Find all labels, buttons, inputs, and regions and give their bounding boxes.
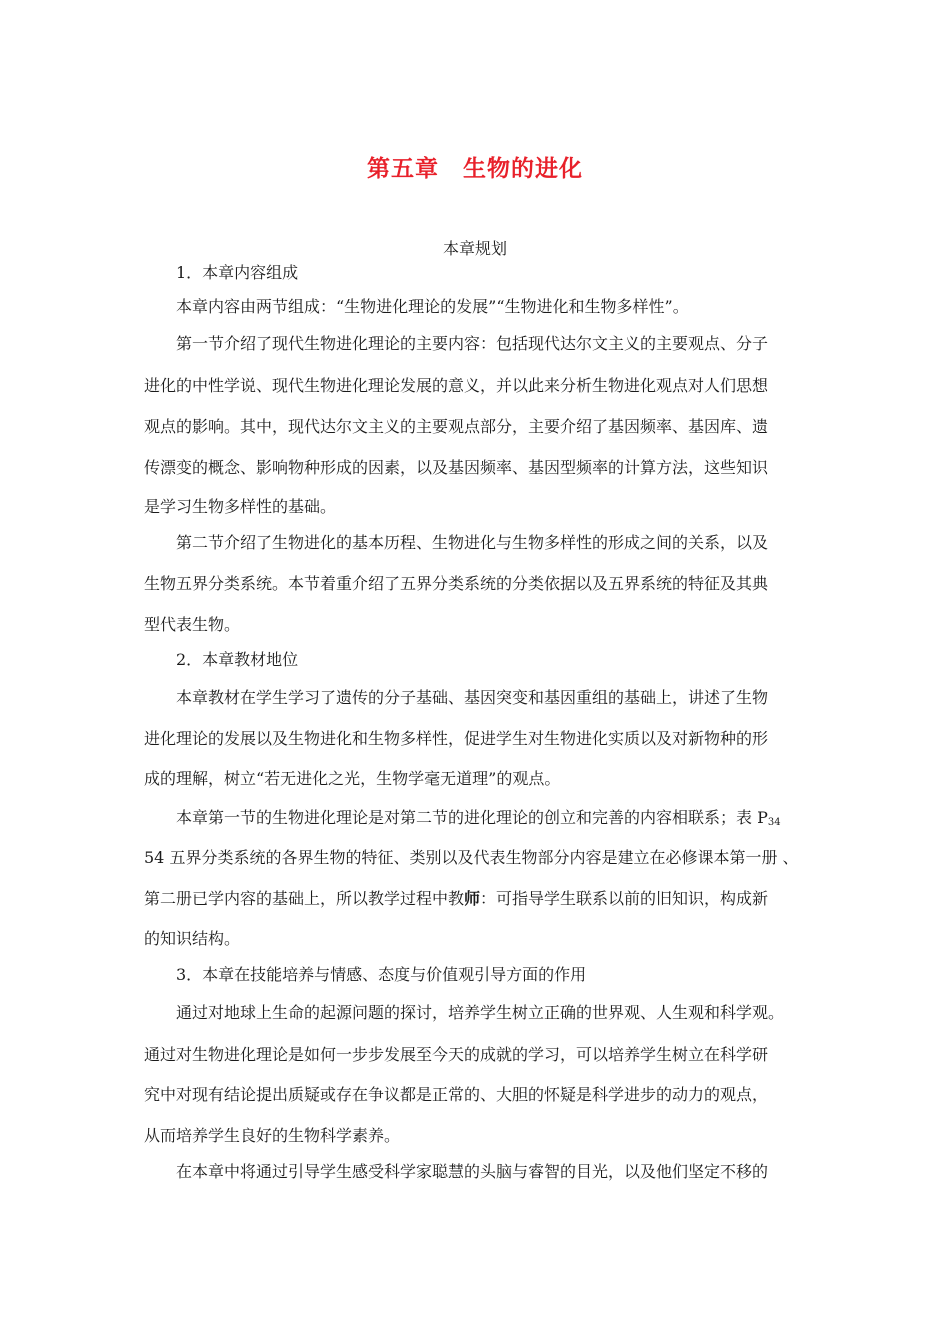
paragraph-1: 本章内容由两节组成：“生物进化理论的发展”“生物进化和生物多样性”。: [176, 297, 689, 316]
paragraph-5-line-3: [144, 889, 768, 909]
section-subtitle: 本章规划: [442, 239, 507, 258]
paragraph-4-line-1: 本章教材在学生学习了遗传的分子基础、基因突变和基因重组的基础上，讲述了生物: [176, 688, 769, 707]
paragraph-4-line-2: 进化理论的发展以及生物进化和生物多样性，促进学生对生物进化实质以及对新物种的形: [144, 729, 769, 748]
paragraph-2-line-3: 观点的影响。其中，现代达尔文主义的主要观点部分，主要介绍了基因频率、基因库、遗: [144, 417, 769, 436]
page-range-subscript: 34: [767, 817, 781, 828]
chapter-title: 第五章 生物的进化: [367, 156, 583, 182]
paragraph-2-line-1: 第一节介绍了现代生物进化理论的主要内容：包括现代达尔文主义的主要观点、分子: [176, 334, 769, 353]
paragraph-7-line-1: 在本章中将通过引导学生感受科学家聪慧的头脑与睿智的目光，以及他们坚定不移的: [176, 1162, 769, 1181]
paragraph-2-line-5: 是学习生物多样性的基础。: [144, 497, 337, 516]
paragraph-2-line-4: 传漂变的概念、影响物种形成的因素，以及基因频率、基因型频率的计算方法，这些知识: [144, 458, 769, 477]
paragraph-6-line-1: 通过对地球上生命的起源问题的探讨，培养学生树立正确的世界观、人生观和科学观。: [176, 1003, 785, 1022]
paragraph-5-line-1-text: 本章第一节的生物进化理论是对第二节的进化理论的创立和完善的内容相联系；表 P: [176, 808, 768, 827]
paragraph-6-line-2: 通过对生物进化理论是如何一步步发展至今天的成就的学习，可以培养学生树立在科学研: [144, 1045, 769, 1064]
paragraph-6-line-3: 究中对现有结论提出质疑或存在争议都是正常的、大胆的怀疑是科学进步的动力的观点，: [144, 1085, 769, 1104]
paragraph-5-line-4: 的知识结构。: [144, 929, 241, 948]
paragraph-3-line-2: 生物五界分类系统。本节着重介绍了五界分类系统的分类依据以及五界系统的特征及其典: [144, 574, 769, 593]
paragraph-4-line-3: 成的理解，树立“若无进化之光，生物学毫无道理”的观点。: [144, 769, 561, 788]
paragraph-3-line-3: 型代表生物。: [144, 615, 241, 634]
heading-3: 3．本章在技能培养与情感、态度与价值观引导方面的作用: [176, 965, 587, 984]
paragraph-5-line-3-bold: 师: [464, 889, 481, 908]
paragraph-3-line-1: 第二节介绍了生物进化的基本历程、生物进化与生物多样性的形成之间的关系，以及: [176, 533, 769, 552]
paragraph-2-line-2: 进化的中性学说、现代生物进化理论发展的意义，并以此来分析生物进化观点对人们思想: [144, 376, 769, 395]
paragraph-5-line-2: 54 五界分类系统的各界生物的特征、类别以及代表生物部分内容是建立在必修课本第一册 、: [144, 848, 799, 867]
heading-2: 2．本章教材地位: [176, 650, 299, 669]
paragraph-5-line-3-c: ：可指导学生联系以前的旧知识，构成新: [480, 889, 769, 908]
paragraph-5-line-3-a: 第二册已学内容的基础上，所以教学过程中教: [144, 889, 465, 908]
paragraph-5-line-1: [176, 808, 781, 833]
heading-1: 1．本章内容组成: [176, 263, 299, 282]
paragraph-6-line-4: 从而培养学生良好的生物科学素养。: [144, 1126, 401, 1145]
